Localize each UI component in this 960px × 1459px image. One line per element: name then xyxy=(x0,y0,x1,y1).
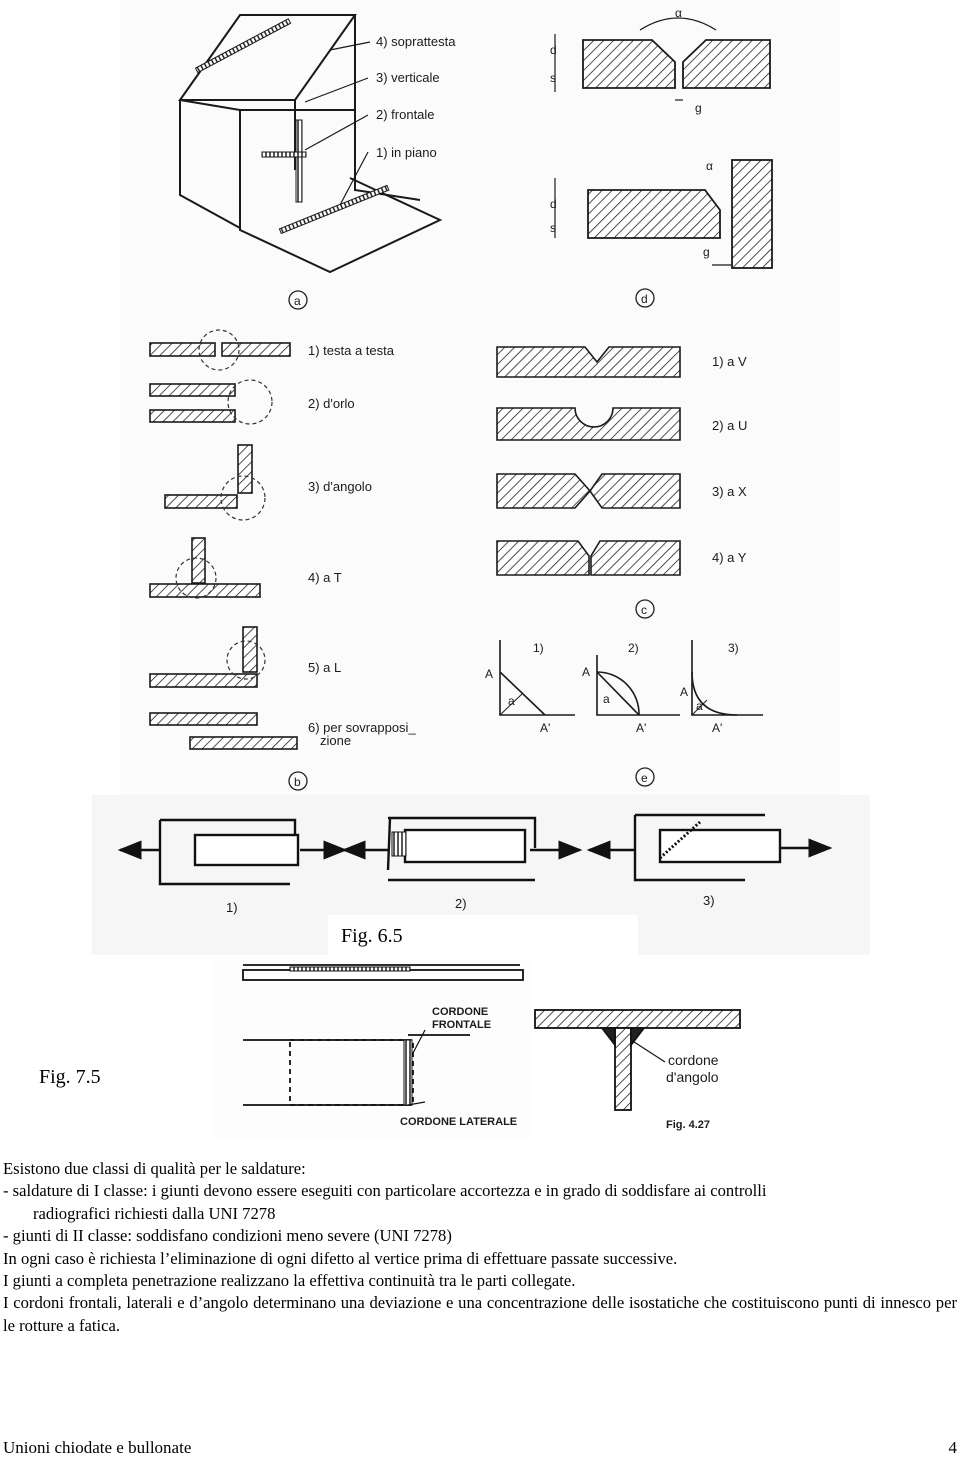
groove-a-y: 4) a Y xyxy=(712,550,747,565)
lap-1: 1) xyxy=(226,900,238,915)
joint-a-t: 4) a T xyxy=(308,570,342,585)
dim-d-2: d xyxy=(550,197,557,211)
class-ii-line: - giunti di II classe: soddisfano condizioni meno severe (UNI 7278) xyxy=(3,1226,452,1246)
svg-text:e: e xyxy=(641,771,648,785)
class-i-line-cont: radiografici richiesti dalla UNI 7278 xyxy=(33,1203,276,1223)
fig-427-drawings xyxy=(212,960,745,1138)
paragraph-penetration: I giunti a completa penetrazione realizzano la effettiva continuità tra le parti collegate. xyxy=(3,1271,576,1291)
lap-2: 2) xyxy=(455,896,467,911)
throat-3: 3) xyxy=(728,641,739,655)
label-in-piano: 1) in piano xyxy=(376,145,437,160)
svg-text:A: A xyxy=(582,665,591,679)
joint-sovrapposizione-2: zione xyxy=(320,733,352,748)
caption-fig-7-5: Fig. 7.5 xyxy=(39,1066,101,1088)
svg-text:d: d xyxy=(641,292,648,306)
groove-a-u: 2) a U xyxy=(712,418,748,433)
label-soprattesta: 4) soprattesta xyxy=(376,34,456,49)
label-cordone-angolo-2: d'angolo xyxy=(666,1069,719,1085)
svg-text:A': A' xyxy=(636,721,647,735)
joint-d-orlo: 2) d'orlo xyxy=(308,396,355,411)
joint-testa-a-testa: 1) testa a testa xyxy=(308,343,394,358)
caption-fig-427: Fig. 4.27 xyxy=(666,1119,711,1131)
label-cordone-laterale: CORDONE LATERALE xyxy=(400,1116,518,1128)
page-footer xyxy=(3,1438,957,1458)
lap-3: 3) xyxy=(703,893,715,908)
throat-1: 1) xyxy=(533,641,544,655)
label-frontale-weld: FRONTALE xyxy=(432,1019,492,1031)
svg-text:A': A' xyxy=(540,721,551,735)
svg-text:A': A' xyxy=(712,721,723,735)
class-i-line: - saldature di I classe: i giunti devono essere eseguiti con particolare accortezza e in grado di soddisfare ai controlli xyxy=(3,1181,767,1201)
svg-text:b: b xyxy=(294,775,301,789)
page-number: 4 xyxy=(948,1438,957,1457)
dim-s-1: s xyxy=(550,71,556,85)
svg-text:a: a xyxy=(294,294,301,308)
svg-text:a: a xyxy=(508,694,515,708)
dim-alpha-1: α xyxy=(675,6,682,20)
paragraph-fatigue: I cordoni frontali, laterali e d’angolo determinano una deviazione e una concentrazione delle isostatiche che costituiscono punti di innesco per le rotture a fatica. xyxy=(3,1293,957,1335)
dim-alpha-2: α xyxy=(706,159,713,173)
svg-text:A: A xyxy=(485,667,494,681)
svg-text:a: a xyxy=(603,692,610,706)
footer-title: Unioni chiodate e bullonate xyxy=(3,1438,192,1457)
caption-fig-6-5: Fig. 6.5 xyxy=(341,925,403,947)
joint-a-l: 5) a L xyxy=(308,660,342,675)
label-verticale: 3) verticale xyxy=(376,70,440,85)
joint-sovrapposizione: 6) per sovrapposi_ xyxy=(308,720,416,735)
svg-text:c: c xyxy=(641,603,647,617)
dim-g-1: g xyxy=(695,101,702,115)
groove-a-v: 1) a V xyxy=(712,354,747,369)
dim-s-2: s xyxy=(550,221,556,235)
joint-d-angolo: 3) d'angolo xyxy=(308,479,372,494)
paragraph-defects: In ogni caso è richiesta l’eliminazione di ogni difetto al vertice prima di effettuare passate successive. xyxy=(3,1248,678,1268)
throat-2: 2) xyxy=(628,641,639,655)
dim-d-1: d xyxy=(550,43,557,57)
label-cordone-angolo-1: cordone xyxy=(668,1052,719,1068)
dim-g-2: g xyxy=(703,245,710,259)
intro-line: Esistono due classi di qualità per le saldature: xyxy=(3,1159,306,1178)
groove-a-x: 3) a X xyxy=(712,484,747,499)
svg-text:A: A xyxy=(680,685,689,699)
label-cordone: CORDONE xyxy=(432,1006,489,1018)
label-frontale: 2) frontale xyxy=(376,107,435,122)
body-text xyxy=(3,1158,957,1337)
svg-text:a: a xyxy=(696,699,703,713)
